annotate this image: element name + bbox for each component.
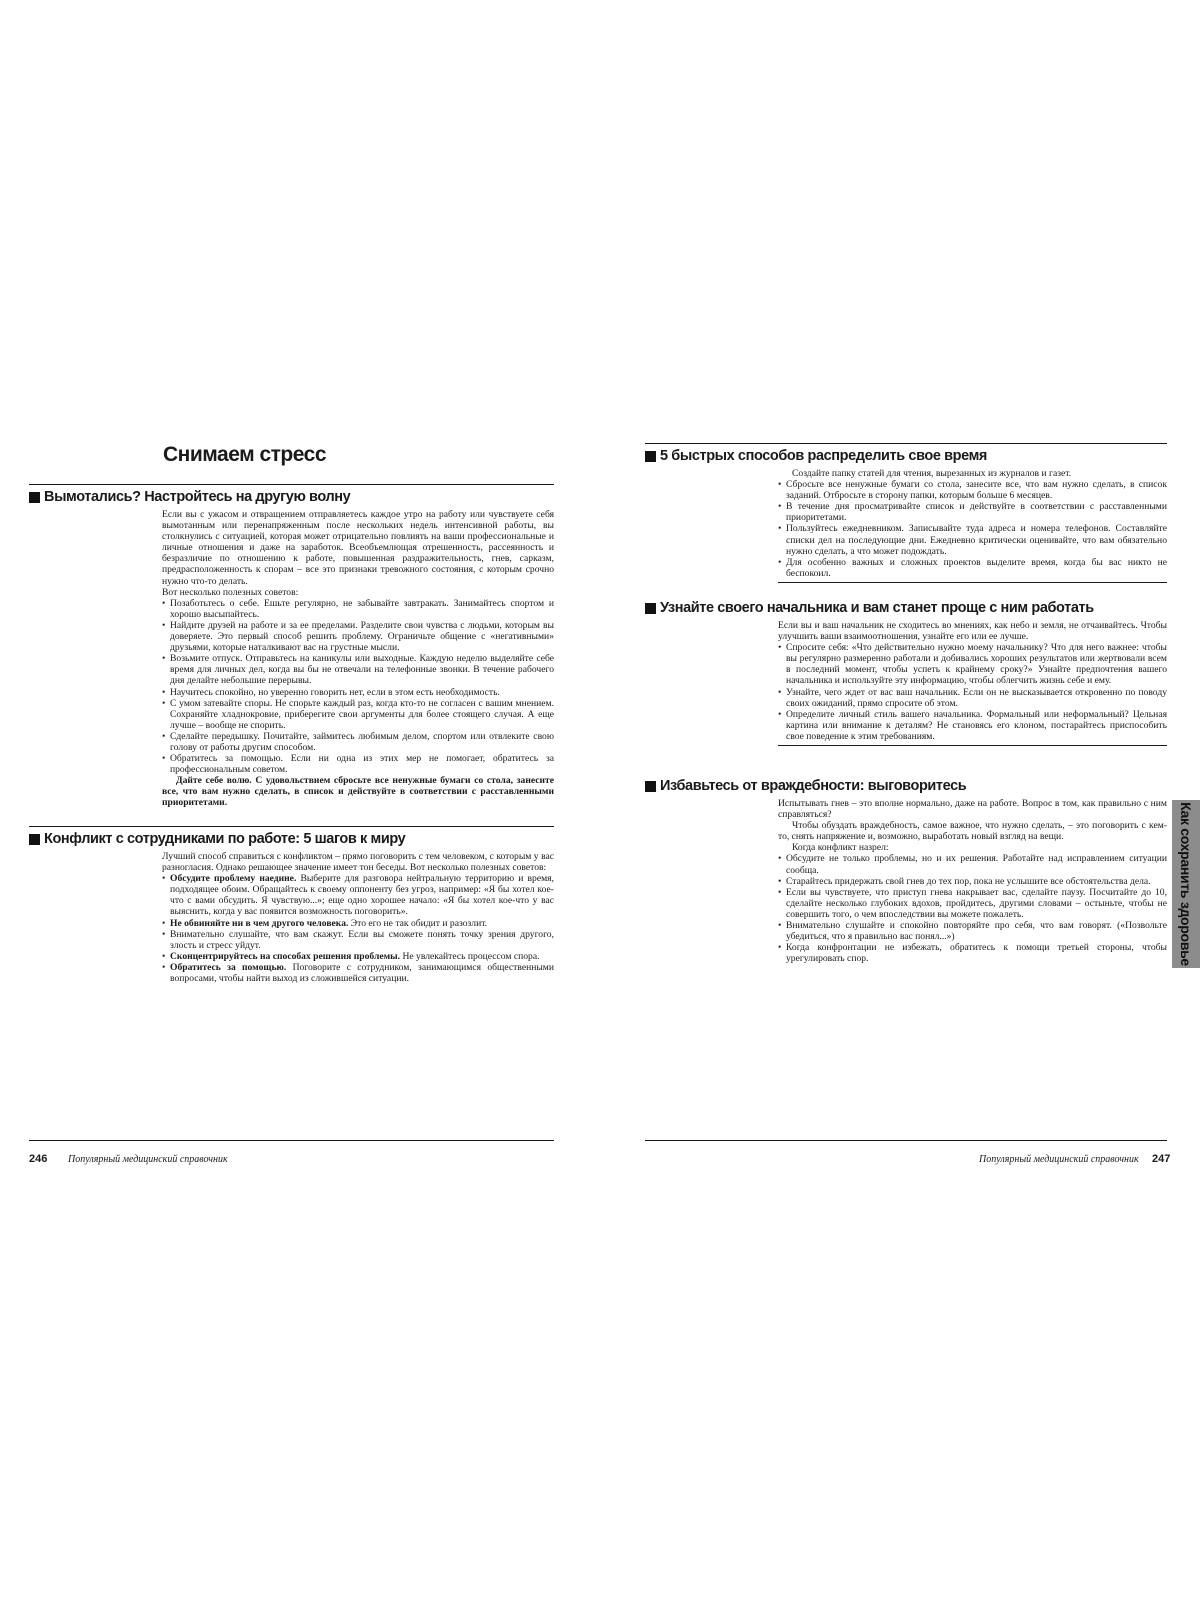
section-heading <box>29 484 554 505</box>
section-body <box>778 468 1167 583</box>
list-item: • Старайтесь придержать свой гнев до тех пор, пока не услышите все обстоятельства дела. <box>778 876 1167 887</box>
section-boss <box>645 596 1167 746</box>
section-body <box>162 509 554 809</box>
list-item: • Найдите друзей на работе и за ее пределами. Разделите свои чувства с людьми, которым вы доверяете. Это первый способ решить проблему. Ограничьте общение с «негативными» друзьями, которые наталкивают вас на грустные мысли. <box>162 620 554 653</box>
list-item <box>162 962 554 984</box>
list-item: • Обратитесь за помощью. Если ни одна из этих мер не помогает, обратитесь за профессиональным советом. <box>162 753 554 775</box>
tips-list <box>778 853 1167 964</box>
item-text: Внимательно слушайте, что вам скажут. Если вы сможете понять точку зрения другого, злость и стресс уйдут. <box>170 928 554 951</box>
square-bullet-icon <box>645 451 656 462</box>
page-number: 246 <box>29 1153 48 1165</box>
item-bold: Не обвиняйте ни в чем другого человека. <box>170 917 349 929</box>
list-item <box>162 873 554 917</box>
footer-rule <box>645 1140 1167 1141</box>
section-hostility <box>645 774 1167 964</box>
paragraph: Лучший способ справиться с конфликтом – прямо поговорить с тем человеком, с которым у вас разногласия. Однако решающее значение имеет тон беседы. Вот несколько полезных советов: <box>162 851 554 874</box>
paragraph: Испытывать гнев – это вполне нормально, даже на работе. Вопрос в том, как правильно с ним справляться? <box>778 798 1167 821</box>
paragraph: Если вы и ваш начальник не сходитесь во мнениях, как небо и земля, не отчаивайтесь. Чтобы улучшить ваши взаимоотношения, узнайте его или ее лучше. <box>778 620 1167 643</box>
item-text: Это его не так обидит и разозлит. <box>348 917 488 929</box>
item-text: Выберите для разговора нейтральную территорию и время, подходящее обоим. Обращайтесь к своему оппоненту без угроз, например: «Я бы хотел кое-что с вами обсудить. Я чувствую...»; еще одно хорошее начало: «Я бы хотел кое-что у вас выяснить, когда у вас появится возможность поговорить». <box>170 873 554 918</box>
section-heading-text: Узнайте своего начальника и вам станет проще с ним работать <box>660 600 1094 616</box>
section-heading <box>645 774 1167 794</box>
list-item: • Сбросьте все ненужные бумаги со стола, занесите все, что вам нужно сделать, в список заданий. Отбросьте в сторону папки, которым больше 6 месяцев. <box>778 479 1167 501</box>
list-item <box>162 951 554 962</box>
section-heading-text: 5 быстрых способов распределить свое время <box>660 448 987 464</box>
section-heading <box>645 596 1167 616</box>
section-time-management <box>645 443 1167 583</box>
list-item: • С умом затевайте споры. Не спорьте каждый раз, когда кто-то не согласен с вашим мнением. Сохраняйте хладнокровие, приберегите свои аргументы для более стоящего случая. А еще лучше – вообще не спорить. <box>162 698 554 731</box>
list-item <box>162 929 554 951</box>
section-body <box>162 851 554 984</box>
paragraph: Чтобы обуздать враждебность, самое важное, что нужно сделать, – это поговорить с кем-то, снять напряжение и, возможно, выработать новый взгляд на вещи. <box>778 820 1167 843</box>
list-item: • В течение дня просматривайте список и действуйте в соответствии с расставленными приоритетами. <box>778 501 1167 523</box>
running-footer-title: Популярный медицинский справочник <box>68 1154 228 1165</box>
list-item: • Сделайте передышку. Почитайте, займитесь любимым делом, спортом или отвлеките свою голову от работы другим способом. <box>162 731 554 753</box>
tips-list <box>162 598 554 776</box>
list-item: • Узнайте, чего ждет от вас ваш начальник. Если он не высказывается откровенно по поводу своих ожиданий, прямо спросите об этом. <box>778 687 1167 709</box>
section-body <box>778 620 1167 746</box>
steps-list <box>162 873 554 984</box>
square-bullet-icon <box>645 781 656 792</box>
closing-paragraph: Дайте себе волю. С удовольствием сбросьте все ненужные бумаги со стола, занесите все, что вам нужно сделать, в список и действуйте в соответствии с расставленными приоритетами. <box>162 775 554 809</box>
side-tab-label: Как сохранить здоровье <box>1178 802 1194 966</box>
section-body <box>778 798 1167 964</box>
section-exhausted <box>29 484 554 809</box>
page-number: 247 <box>1152 1153 1171 1165</box>
list-item <box>162 918 554 929</box>
list-item: • Спросите себя: «Что действительно нужно моему начальнику? Что для него важнее: чтобы вы регулярно размеренно работали и добивались хороших результатов или жертвовали всем в последний момент, чтобы успеть к крайнему сроку?» Узнайте предпочтения вашего начальника и используйте эту информацию, чтобы облегчить жизнь себе и ему. <box>778 642 1167 686</box>
section-conflict <box>29 826 554 984</box>
list-item: • Обсудите не только проблемы, но и их решения. Работайте над исправлением ситуации сообща. <box>778 853 1167 875</box>
square-bullet-icon <box>29 834 40 845</box>
chapter-title: Снимаем стресс <box>163 443 327 466</box>
list-item: • Возьмите отпуск. Отправьтесь на каникулы или выходные. Каждую неделю выделяйте себе время для личных дел, когда вы бы не отвечали на телефонные звонки. В течение рабочего дня делайте небольшие перерывы. <box>162 653 554 686</box>
section-heading <box>645 443 1167 464</box>
chapter-side-tab <box>1172 800 1200 968</box>
running-footer-title: Популярный медицинский справочник <box>979 1154 1139 1165</box>
footer-rule <box>29 1140 554 1141</box>
section-heading-text: Конфликт с сотрудниками по работе: 5 шагов к миру <box>44 831 406 847</box>
list-item: • Для особенно важных и сложных проектов выделите время, когда бы вас никто не беспокоил. <box>778 557 1167 579</box>
list-item: • Позаботьтесь о себе. Ешьте регулярно, не забывайте завтракать. Занимайтесь спортом и хорошо высыпайтесь. <box>162 598 554 620</box>
section-heading-text: Избавьтесь от враждебности: выговоритесь <box>660 778 967 794</box>
item-bold: Обратитесь за помощью. <box>170 961 287 973</box>
paragraph: Если вы с ужасом и отвращением отправляетесь каждое утро на работу или чувствуете себя вымотанным или перенапряженным после нескольких недель интенсивной работы, вы столкнулись с ситуацией, которая может отрицательно повлиять на ваши профессиональные и личные отношения и даже на заработок. Всеобъемлющая отрешенность, рассеянность и безразличие по отношению к работе, повышенная раздражительность, гнев, сарказм, предрасположенность к спорам – все это признаки тревожного состояния, с которым срочно нужно что-то делать. <box>162 509 554 587</box>
list-item: • Научитесь спокойно, но уверенно говорить нет, если в этом есть необходимость. <box>162 687 554 698</box>
item-bold: Сконцентрируйтесь на способах решения проблемы. <box>170 950 401 962</box>
item-bold: Обсудите проблему наедине. <box>170 873 297 885</box>
item-text: Не увлекайтесь процессом спора. <box>400 950 540 962</box>
square-bullet-icon <box>29 492 40 503</box>
square-bullet-icon <box>645 603 656 614</box>
item-text: Поговорите с сотрудником, занимающимся общественными вопросами, чтобы найти выход из сложившейся ситуации. <box>170 961 554 985</box>
tips-list <box>778 642 1167 742</box>
section-heading-text: Вымотались? Настройтесь на другую волну <box>44 489 351 505</box>
list-item: • Внимательно слушайте и спокойно повторяйте про себя, что вам говорят. («Позвольте убедиться, что я правильно вас понял...») <box>778 920 1167 942</box>
paragraph: Когда конфликт назрел: <box>792 842 889 854</box>
paragraph: Создайте папку статей для чтения, вырезанных из журналов и газет. <box>792 468 1072 479</box>
list-item: • Если вы чувствуете, что приступ гнева накрывает вас, сделайте паузу. Посчитайте до 10, сделайте несколько глубоких вдохов, пройдитесь, другими словами – остыньте, чтобы не совершить того, о чем впоследствии вы можете пожалеть. <box>778 887 1167 920</box>
paragraph: Вот несколько полезных советов: <box>162 586 299 598</box>
list-item: • Определите личный стиль вашего начальника. Формальный или неформальный? Цельная картина или внимание к деталям? Не становясь его клоном, постарайтесь приспособить свое поведение к этим требованиям. <box>778 709 1167 742</box>
section-heading <box>29 826 554 847</box>
list-item: • Пользуйтесь ежедневником. Записывайте туда адреса и номера телефонов. Составляйте списки дел на последующие дни. Ежедневно критически оценивайте, что вам обязательно нужно сделать, а что может подождать. <box>778 523 1167 556</box>
list-item: • Когда конфронтации не избежать, обратитесь к помощи третьей стороны, чтобы урегулировать спор. <box>778 942 1167 964</box>
tips-list <box>778 479 1167 579</box>
